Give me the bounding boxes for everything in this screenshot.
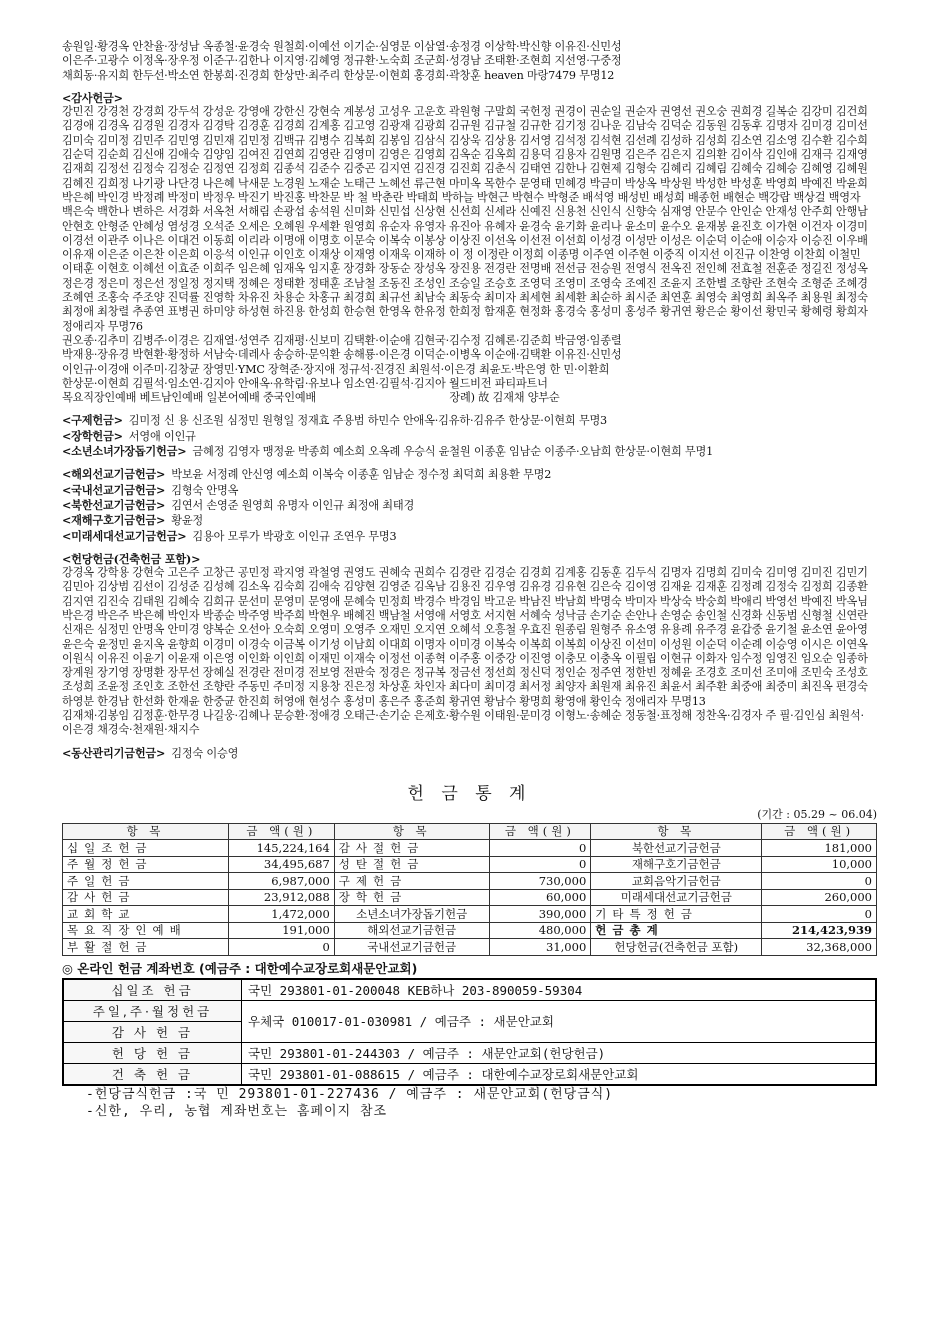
property-fund-section <box>62 746 877 761</box>
online-accounts-title: ◎ 온라인 헌금 계좌번호 (예금주 : 대한예수교장로회새문안교회) <box>62 960 418 976</box>
stat-amount: 23,912,088 <box>228 889 334 906</box>
stats-title: 헌 금 통 계 <box>407 783 532 804</box>
name-list: 김미정 신 용 신조원 심정민 원형일 정재효 주용범 하민수 안애옥·김유하·김유주 한상문·이현희 무명3 <box>128 414 607 428</box>
stat-amount: 0 <box>762 906 877 923</box>
stat-amount: 191,000 <box>228 922 334 939</box>
offering-line <box>62 746 877 761</box>
footnote-line: -헌당금식헌금 :국 민 293801-01-227436 / 예금주 : 새문안교회(헌당금식) <box>86 1086 614 1102</box>
intro-line: 채희동·유지희 한두선·박소연 한봉희·진경희 한상만·최주리 한상문·이현희 홍경희·곽창훈 heaven 마랑7479 무명12 <box>62 68 615 82</box>
bulletin-page <box>62 40 877 1120</box>
mission-section <box>62 467 877 543</box>
name-list: 김정숙 이승영 <box>171 746 239 760</box>
pair-line: 한상문·이현희 김필석·임소연·김지아 안애옥·유학림·유보나 임소연·김필석·김지아 월드비전 파티파트너 <box>62 376 548 390</box>
name-list: 서영애 이인규 <box>128 429 196 443</box>
stat-label: 헌당헌금(건축헌금 포함) <box>591 939 762 956</box>
stats-row <box>63 889 877 906</box>
name-list: 강민진 강경천 강경희 강두석 강성운 강영애 강한신 강현숙 계봉성 고성우 고운호 곽원형 구말희 국헌정 권경이 권순일 권순자 권영선 권오숭 권희경 길복순 김강미 김건희 김경애 김경옥 김경원 김경자 김경탁 김경훈 김경희 김계홍 김고영 김광재 김광희 김규원 김규철 김규한 김기정 김나운 김남숙 김덕순 김동원 김동후 김명자 김미경 김미선 김미숙 김미정 김민주 김민영 김민재 김민정 김백규 김병수 김복희 김봉임 김삼식 김상욱 김상용 김서영 김석정 김석현 김선례 김성하 김성희 김소연 김소영 김수환 김수희 김순덕 김순희 김신애 김애숙 김양임 김여진 김연희 김영란 김영미 김영은 김영희 김옥순 김옥희 김용덕 김용자 김원명 김은주 김은지 김의환 김이삭 김인애 김재극 김재영 김재희 김정선 김정숙 김정순 김정연 김정희 김종석 김준수 김중곤 김지연 김진경 김진희 김춘식 김태연 김한나 김현제 김형숙 김혜리 김혜림 김혜숙 김혜승 김혜영 김혜원 김혜진 김희정 나기광 나단경 나은혜 낙새문 노경원 노재순 노태근 노혜선 류근현 마미옥 목한수 문영태 민혜경 박금미 박상옥 박상원 박성한 박성훈 박영희 박예진 박윤희 박은혜 박인경 박정례 박정미 박정우 박진기 박진홍 박찬문 박 철 박춘란 박태희 박하늘 박현근 박현수 박형준 배석영 배성빈 배성희 배종헌 배현순 백강랍 백상걸 백영자 백은숙 백한나 변하은 서경화 서옥천 서해림 손광섭 송석원 신미화 신민섭 신상현 신선희 신세라 신예진 신용천 신인식 신향숙 심재영 안문수 안인순 안재성 안주희 안행남 안현호 안형준 안혜성 염성경 오석준 오세은 오혜원 우세환 원영희 유순자 유영자 유진아 유혜자 윤경숙 윤기화 윤리나 윤소미 윤수오 윤재봉 윤진호 이가현 이건자 이경미 이경선 이관주 이나은 이대건 이동희 이리라 이명애 이명호 이문숙 이복숙 이봉상 이상진 이선옥 이선전 이선희 이성경 이성만 이성은 이순덕 이순애 이승자 이승진 이우배 이유재 이은준 이은찬 이은희 이응석 이인규 이인호 이재상 이재영 이재욱 이재하 이 정 이정란 이정희 이종명 이주연 이주현 이중직 이지선 이진규 이찬영 이찬희 이철민 이태훈 이현호 이혜선 이효준 이희주 임은혜 임재옥 임지훈 장경화 장동순 장성옥 장진용 전경란 전명배 전선금 전승원 전영식 전옥진 전인혜 전효철 전훈준 정길진 정성옥 정은경 정은미 정은선 정일정 정지택 정혜은 정태환 정태훈 조남철 조동진 조성인 조승일 조승호 조영덕 조영미 조영숙 조예진 조윤지 조한별 조향란 조현숙 조형준 조혜경 조혜연 조홍숙 주조양 진덕률 진영학 차유진 차용순 차홍규 최경희 최규선 최남숙 최동숙 최미자 최세현 최세환 최순하 최시준 최연훈 최영숙 최영희 최옥주 최용원 최정숙 최정애 최창렬 추종연 표병권 하미양 하성현 하진용 한성희 한승현 한영옥 한유정 한희정 함재훈 현정화 홍경숙 홍성미 홍성주 황귀연 황은순 황이선 황민국 황혜령 황희자 정애리자 무명76 <box>62 105 868 333</box>
intro-names <box>62 40 877 83</box>
stat-amount: 145,224,164 <box>228 840 334 857</box>
section-heading: <북한선교기금헌금> <box>62 497 166 512</box>
intro-line: 이은주·고광수 이정옥·장우정 이준구·김한나 이지영·김혜영 정규환·노숙희 조군희·성경남 조태환·조현희 지선영·구중정 <box>62 54 622 68</box>
name-list: 황윤정 <box>171 514 204 528</box>
name-list: 김연서 손영준 원영희 유명자 이인규 최정애 최태경 <box>171 498 415 512</box>
stats-row <box>63 840 877 857</box>
account-value: 우체국 010017-01-030981 / 예금주 : 새문안교회 <box>242 1000 877 1042</box>
pair-line: 이인규·이경애 이주미·김창균 장영민·YMC 장혁준·장지애 정규석·진경진 최원석·이은경 최윤도·박은영 한 민·이환희 <box>62 362 610 376</box>
stat-label: 장학헌금 <box>334 889 489 906</box>
section-heading: <동산관리기금헌금> <box>62 745 166 760</box>
stat-amount: 0 <box>489 856 591 873</box>
building-offering-section <box>62 552 877 738</box>
col-amount: 금 액(원) <box>228 823 334 840</box>
pair-line <box>62 391 877 405</box>
account-value: 국민 293801-01-244303 / 예금주 : 새문안교회(헌당헌금) <box>242 1042 877 1063</box>
stat-label: 감사헌금 <box>63 889 229 906</box>
relief-section <box>62 413 877 459</box>
stats-row <box>63 906 877 923</box>
col-amount: 금 액(원) <box>762 823 877 840</box>
stat-amount: 31,000 <box>489 939 591 956</box>
stat-label: 재해구호기금헌금 <box>591 856 762 873</box>
pair-list: 김재채·김봉임 김정훈·한무경 나길웅·김혜나 문승환·정애경 오태근·손기순 은제호·황수원 이태원·문미경 이형노·송혜순 정동철·표정해 정찬옥·김경자 주 필·김인심 최원석·이은경 채경숙·천재원·채지수 <box>62 709 864 737</box>
account-value: 국민 293801-01-088615 / 예금주 : 대한예수교장로회새문안교회 <box>242 1063 877 1085</box>
section-heading: <해외선교기금헌금> <box>62 467 166 482</box>
offering-line <box>62 513 877 528</box>
stat-amount: 1,472,000 <box>228 906 334 923</box>
stats-row <box>63 873 877 890</box>
offering-line <box>62 498 877 513</box>
funeral-note: 장례) 故 김재채 양부순 <box>449 391 560 405</box>
stats-row <box>63 939 877 956</box>
name-list: 박보윤 서정례 안신영 예소희 이복숙 이종훈 임남순 정수정 최덕희 최용환 무명2 <box>171 468 552 482</box>
stat-amount: 10,000 <box>762 856 877 873</box>
stat-amount: 0 <box>228 939 334 956</box>
offering-line <box>62 483 877 498</box>
stat-label: 교회음악기금헌금 <box>591 873 762 890</box>
stat-amount: 181,000 <box>762 840 877 857</box>
stat-amount: 0 <box>762 873 877 890</box>
offering-line <box>62 467 877 482</box>
section-heading: <미래세대선교기금헌금> <box>62 528 187 543</box>
stat-label: 교회학교 <box>63 906 229 923</box>
stat-label: 미래세대선교기금헌금 <box>591 889 762 906</box>
offering-line <box>62 529 877 544</box>
offering-line <box>62 413 877 428</box>
stats-row <box>63 856 877 873</box>
stat-label: 주일헌금 <box>63 873 229 890</box>
section-heading: <구제헌금> <box>62 413 123 428</box>
stat-label: 부활절헌금 <box>63 939 229 956</box>
section-heading: <감사헌금> <box>62 90 123 105</box>
account-row <box>63 979 876 1001</box>
stat-amount: 34,495,687 <box>228 856 334 873</box>
stat-label: 목요직장인예배 <box>63 922 229 939</box>
section-heading: <소년소녀가장돕기헌금> <box>62 444 187 459</box>
account-key: 십일조 헌금 <box>63 979 242 1001</box>
stats-row <box>63 922 877 939</box>
stat-amount: 60,000 <box>489 889 591 906</box>
stats-header-row <box>63 823 877 840</box>
intro-line: 송원일·황경옥 안찬율·장성남 옥종철·윤경숙 원철희·이예선 이기순·심영문 이삼열·송정경 이상학·박신향 이유진·신민성 <box>62 40 622 53</box>
section-heading: <국내선교기금헌금> <box>62 482 166 497</box>
account-key: 헌 당 헌 금 <box>63 1042 242 1063</box>
stat-label: 국내선교기금헌금 <box>334 939 489 956</box>
stat-label: 기타특정헌금 <box>591 906 762 923</box>
footnote-line: -신한, 우리, 농협 계좌번호는 홈페이지 참조 <box>86 1103 388 1119</box>
section-heading: <재해구호기금헌금> <box>62 513 166 528</box>
account-key: 건 축 헌 금 <box>63 1063 242 1085</box>
account-row <box>63 1000 876 1021</box>
name-list: 김형숙 안명옥 <box>171 483 239 497</box>
group-worship-names: 목요직장인예배 베트남인예배 일본어예배 중국인예배 <box>62 391 317 405</box>
section-heading: <헌당헌금(건축헌금 포함)> <box>62 551 201 566</box>
stat-label: 북한선교기금헌금 <box>591 840 762 857</box>
footnotes <box>86 1086 877 1120</box>
stat-amount: 390,000 <box>489 906 591 923</box>
pair-line: 박재용·장유경 박현환·황정하 서남숙·데레사 송승하·문익환 송해룡·이은경 이덕순·이병옥 이순애·김택환 이유진·신민성 <box>62 348 622 362</box>
stat-label: 십일조헌금 <box>63 840 229 857</box>
account-table <box>62 978 877 1086</box>
stat-amount: 32,368,000 <box>762 939 877 956</box>
stat-amount: 480,000 <box>489 922 591 939</box>
col-amount: 금 액(원) <box>489 823 591 840</box>
account-key: 주일,주·월정헌금 <box>63 1000 242 1021</box>
stat-amount: 0 <box>489 840 591 857</box>
col-item: 항 목 <box>591 823 762 840</box>
stat-label: 주월정헌금 <box>63 856 229 873</box>
offering-line <box>62 444 877 459</box>
pair-line: 권오종·김추미 김병주·이경은 김재열·성연주 김재평·신보미 김택환·이순애 김현국·김수정 김혜론·김준희 박금영·임종렬 <box>62 333 622 347</box>
total-label: 헌금총계 <box>591 922 762 939</box>
col-item: 항 목 <box>63 823 229 840</box>
stat-amount: 730,000 <box>489 873 591 890</box>
stats-table <box>62 823 877 956</box>
stat-label: 성탄절헌금 <box>334 856 489 873</box>
stat-label: 해외선교기금헌금 <box>334 922 489 939</box>
stat-label: 소년소녀가장돕기헌금 <box>334 906 489 923</box>
offering-line <box>62 429 877 444</box>
thanks-offering-section <box>62 91 877 406</box>
name-list: 김용아 모루가 박광호 이인규 조연우 무명3 <box>192 529 397 543</box>
stats-period: (기간 : 05.29 ~ 06.04) <box>757 807 877 821</box>
account-row <box>63 1063 876 1085</box>
stat-label: 감사절헌금 <box>334 840 489 857</box>
stat-amount: 6,987,000 <box>228 873 334 890</box>
col-item: 항 목 <box>334 823 489 840</box>
stat-label: 구제헌금 <box>334 873 489 890</box>
name-list: 금혜정 김영자 맹정윤 박종희 예소희 오옥례 우승식 윤철원 이종훈 임남순 이종주·오남희 한상문·이현희 무명1 <box>192 445 714 459</box>
total-amount: 214,423,939 <box>762 922 877 939</box>
name-list: 강경옥 강학용 강현숙 고은주 고창근 공민정 곽지영 곽철영 권영도 권혜숙 권희수 김경란 김경순 김경희 김계홍 김동훈 김두식 김명자 김명희 김미숙 김미영 김미진 김민기 김민아 김상범 김선이 김성준 김성혜 김소옥 김숙희 김애숙 김양현 김영준 김옥남 김용진 김우영 김유경 김유현 김은숙 김이영 김재윤 김재훈 김정례 김정숙 김정희 김종환 김지연 김진숙 김태원 김혜숙 김희규 문선미 문영미 문영애 문혜숙 민정희 박경수 박경임 박고운 박남진 박남희 박명숙 박미자 박상숙 박숭희 박애리 박영선 박예진 박옥님 박은경 박은주 박은혜 박인자 박종순 박주영 박주희 박현우 배혜진 백남철 서영애 서영호 서지현 서혜숙 성낙금 손기순 손안나 손영순 송인철 신경화 신동범 신형철 신연란 신재은 심정민 안명옥 안미경 양복순 오선아 오숙희 오영미 오영주 오재민 오지연 오혜석 오흥철 우효진 원종림 원형주 유소영 유용례 유주경 윤갑중 윤기철 윤소연 윤아영 윤은숙 윤정민 윤지옥 윤향희 이경미 이경숙 이금복 이기성 이남희 이대희 이명자 이미경 이복숙 이복희 이복희 이상진 이선미 이성원 이순덕 이순례 이승영 이시은 이연옥 이원식 이유진 이윤기 이윤재 이은영 이인화 이인희 이재민 이재숙 이정선 이종혁 이주홍 이중강 이진영 이충모 이충옥 이필립 이현규 이화자 임수정 임영진 임오순 임종하 장계원 장기영 장명환 장무선 장혜실 전경란 전미경 전보영 전판숙 정경은 정규복 정금선 정선희 정신덕 정인순 정주연 정한빈 정혜윤 조경호 조미선 조미애 조민숙 조성호 조성희 조윤정 조인호 조한선 조향란 주동민 주미정 지용창 진은정 차상훈 차인자 최다미 최미경 최서정 최양자 최원재 최유진 최윤서 최주환 최중애 최중미 최진옥 편경숙 하영분 한경남 한선화 한재윤 한중균 한진희 허영애 현성수 홍성미 홍은주 홍준희 황귀연 황남수 황명희 황영애 황인숙 정애리자 무명13 <box>62 566 868 708</box>
stat-amount: 260,000 <box>762 889 877 906</box>
account-key: 감 사 헌 금 <box>63 1021 242 1042</box>
section-heading: <장학헌금> <box>62 428 123 443</box>
account-value: 국민 293801-01-200048 KEB하나 203-890059-59304 <box>242 979 877 1001</box>
account-row <box>63 1042 876 1063</box>
